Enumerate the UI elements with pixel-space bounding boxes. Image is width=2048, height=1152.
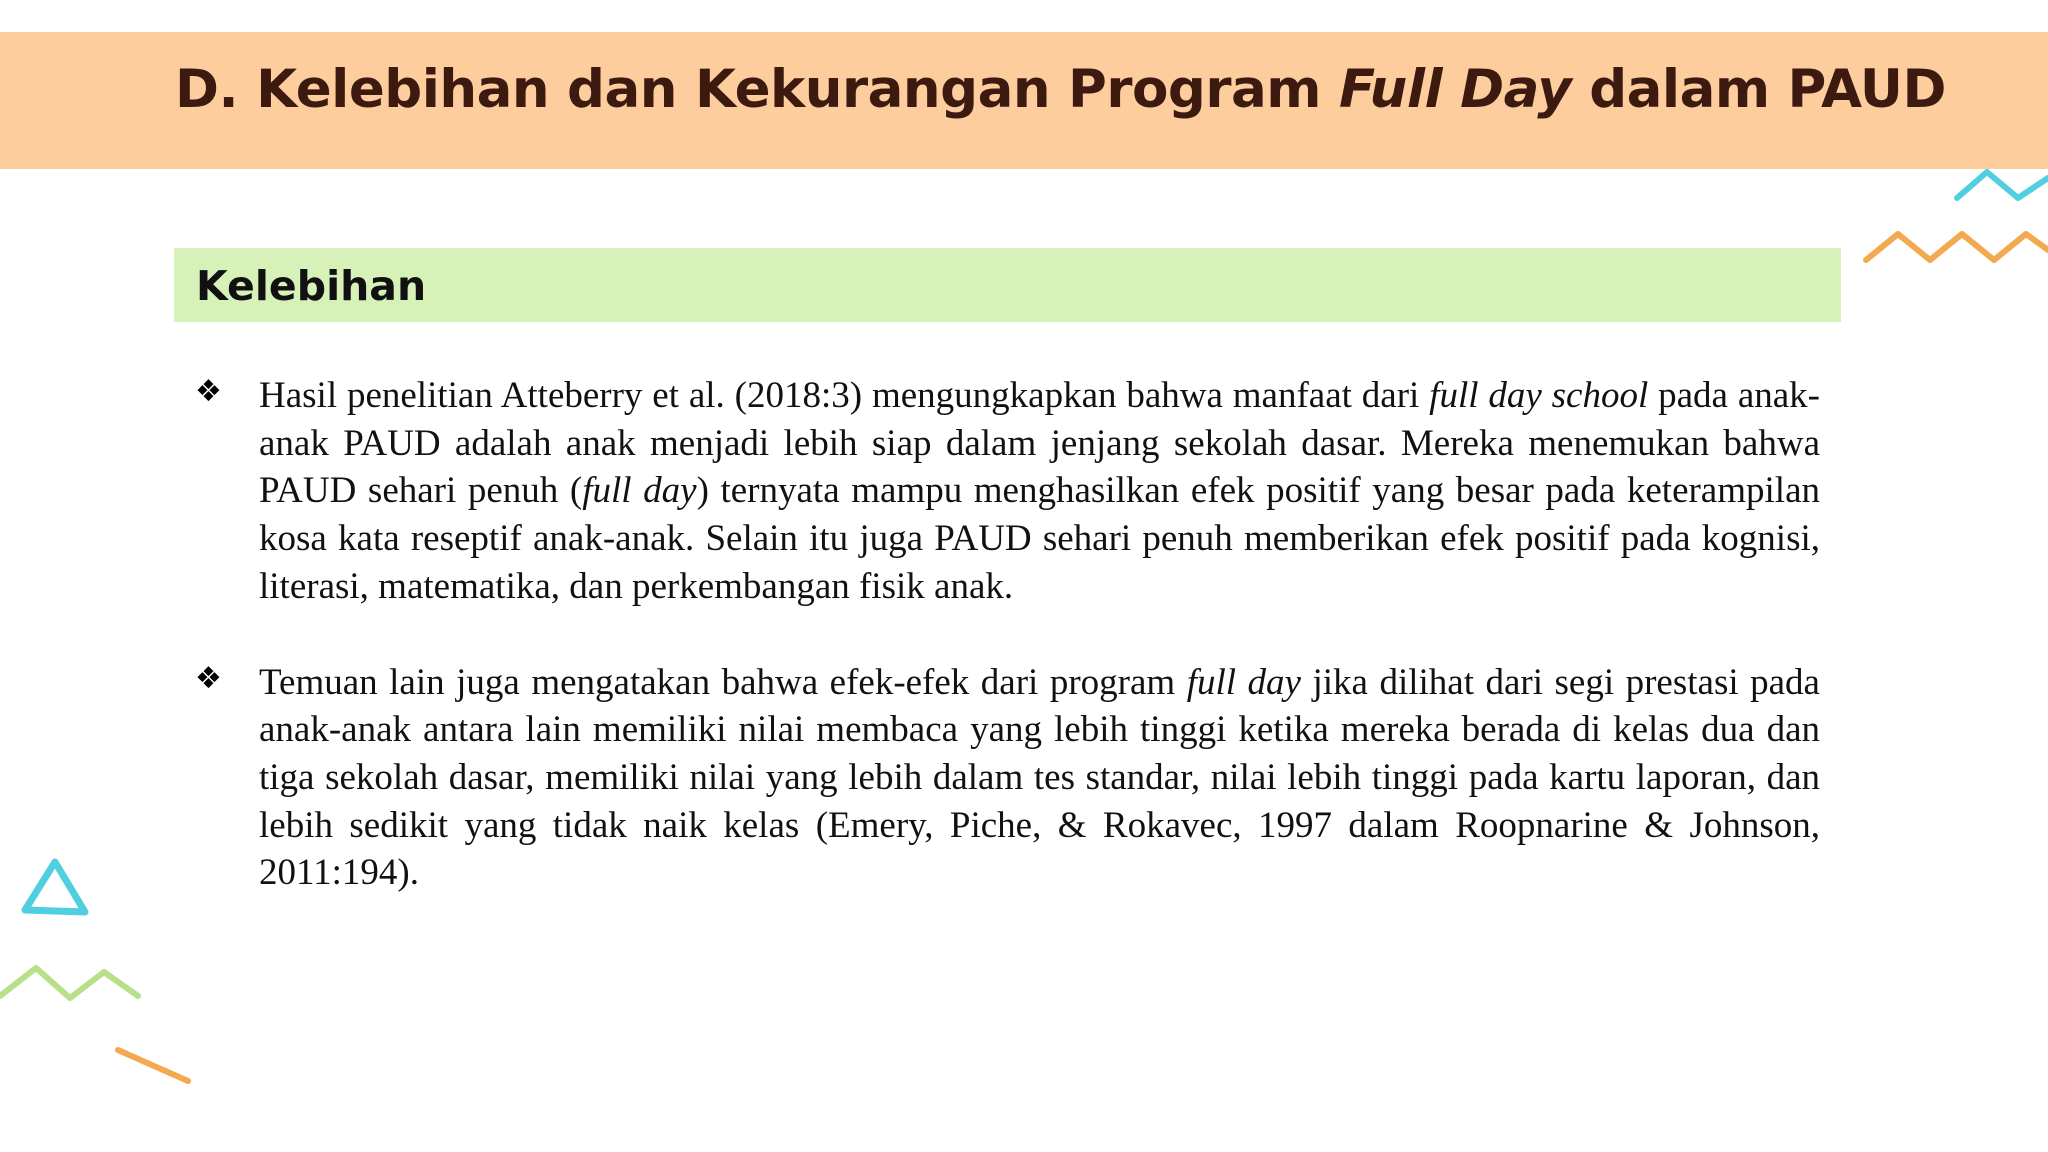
bullet-text-part: pada anak-anak PAUD adalah anak menjadi lebih siap dalam jenjang sekolah dasar. Mereka menemukan bahwa PAUD sehari penuh (: [259, 375, 1820, 512]
triangle-cyan-icon: [25, 862, 85, 912]
bullet-text-part: Hasil penelitian Atteberry et al. (2018:3) mengungkapkan bahwa manfaat dari: [259, 375, 1430, 416]
bullet-text-part: ) ternyata mampu menghasilkan efek positif yang besar pada keterampilan kosa kata reseptif anak-anak. Selain itu juga PAUD sehari penuh memberikan efek positif pada kognisi, literasi, matematika, dan perkembangan fisik anak.: [259, 470, 1820, 607]
diamond-four-icon: ❖: [195, 374, 222, 409]
zigzag-green-icon: [0, 968, 138, 998]
bullet-text-italic: full day: [582, 470, 697, 512]
zigzag-cyan-icon: [1957, 172, 2048, 198]
slide-title-italic: Full Day: [1338, 59, 1572, 120]
bullet-text-part: Temuan lain juga mengatakan bahwa efek-efek dari program: [259, 661, 1187, 703]
zigzag-orange-icon: [1866, 234, 2048, 260]
slide-title-prefix: D. Kelebihan dan Kekurangan Program: [175, 59, 1339, 120]
diamond-four-icon: ❖: [195, 660, 222, 696]
line-orange-icon: [118, 1050, 188, 1081]
slide-title-suffix: dalam PAUD: [1571, 59, 1946, 120]
bullet-text-italic: full day: [1186, 661, 1301, 703]
section-heading: Kelebihan: [196, 262, 427, 310]
bullet-text-italic: full day school: [1429, 375, 1649, 416]
bullet-text-part: jika dilihat dari segi prestasi pada anak-anak antara lain memiliki nilai membaca yang lebih tinggi ketika mereka berada di kelas dua dan tiga sekolah dasar, memiliki nilai yang lebih dalam tes standar, nilai lebih tinggi pada kartu laporan, dan lebih sedikit yang tidak naik kelas (Emery, Piche, & Rokavec, 1997 dalam Roopnarine & Johnson, 2011:194).: [259, 661, 1820, 894]
